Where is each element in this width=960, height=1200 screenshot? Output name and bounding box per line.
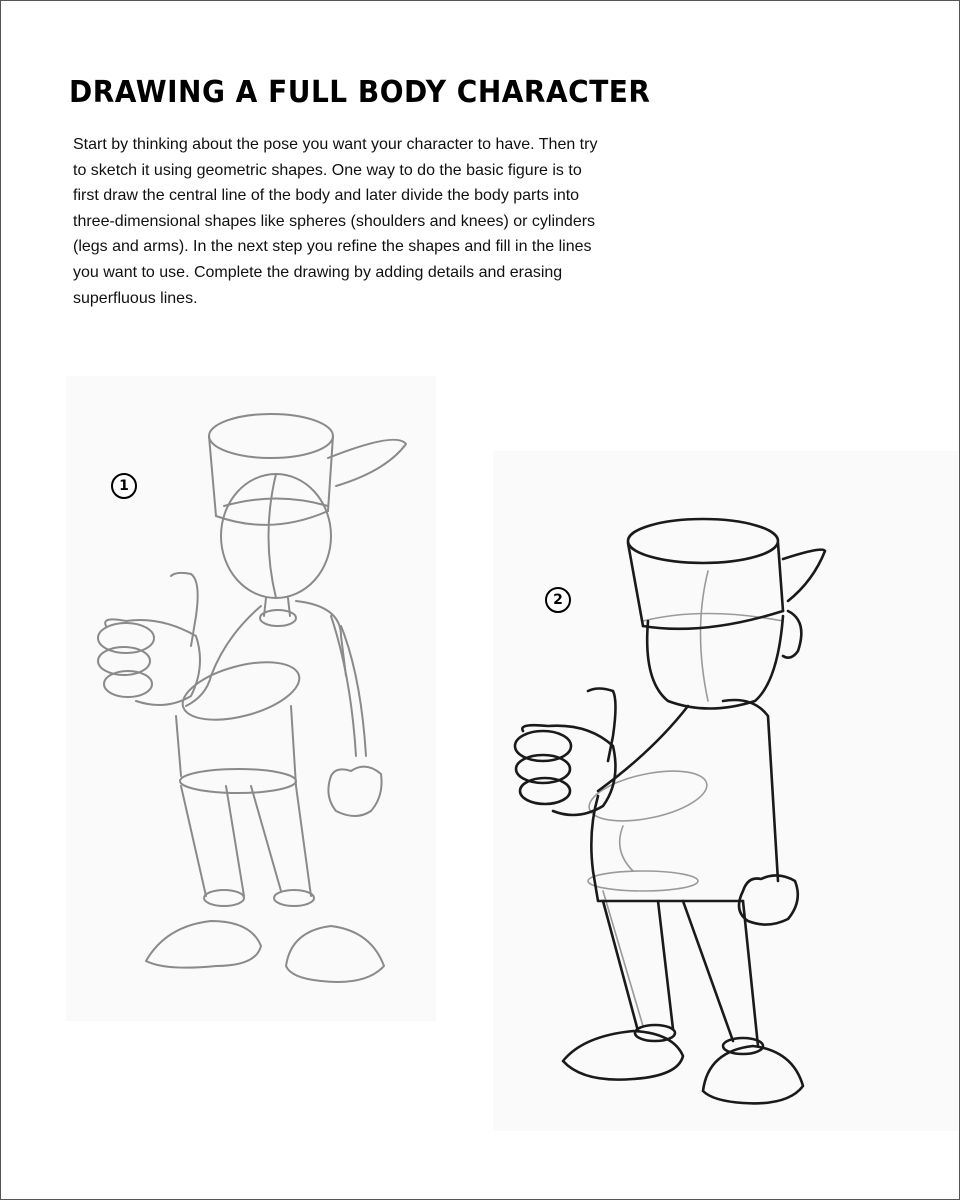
step-badge-1: 1 xyxy=(111,473,137,499)
step-badge-2: 2 xyxy=(545,587,571,613)
sketch-step-2 xyxy=(493,451,958,1131)
instruction-paragraph: Start by thinking about the pose you want your character to have. Then try to sketch it using geometric shapes. One way to do the basic figure is to first draw the central line of the body and later divide the body parts into three-dimensional shapes like spheres (shoulders and knees) or cylinders (legs and arms). In the next step you refine the shapes and fill in the lines you want to use. Complete the drawing by adding details and erasing superfluous lines. xyxy=(73,136,598,307)
page-title: DRAWING A FULL BODY CHARACTER xyxy=(69,73,651,110)
